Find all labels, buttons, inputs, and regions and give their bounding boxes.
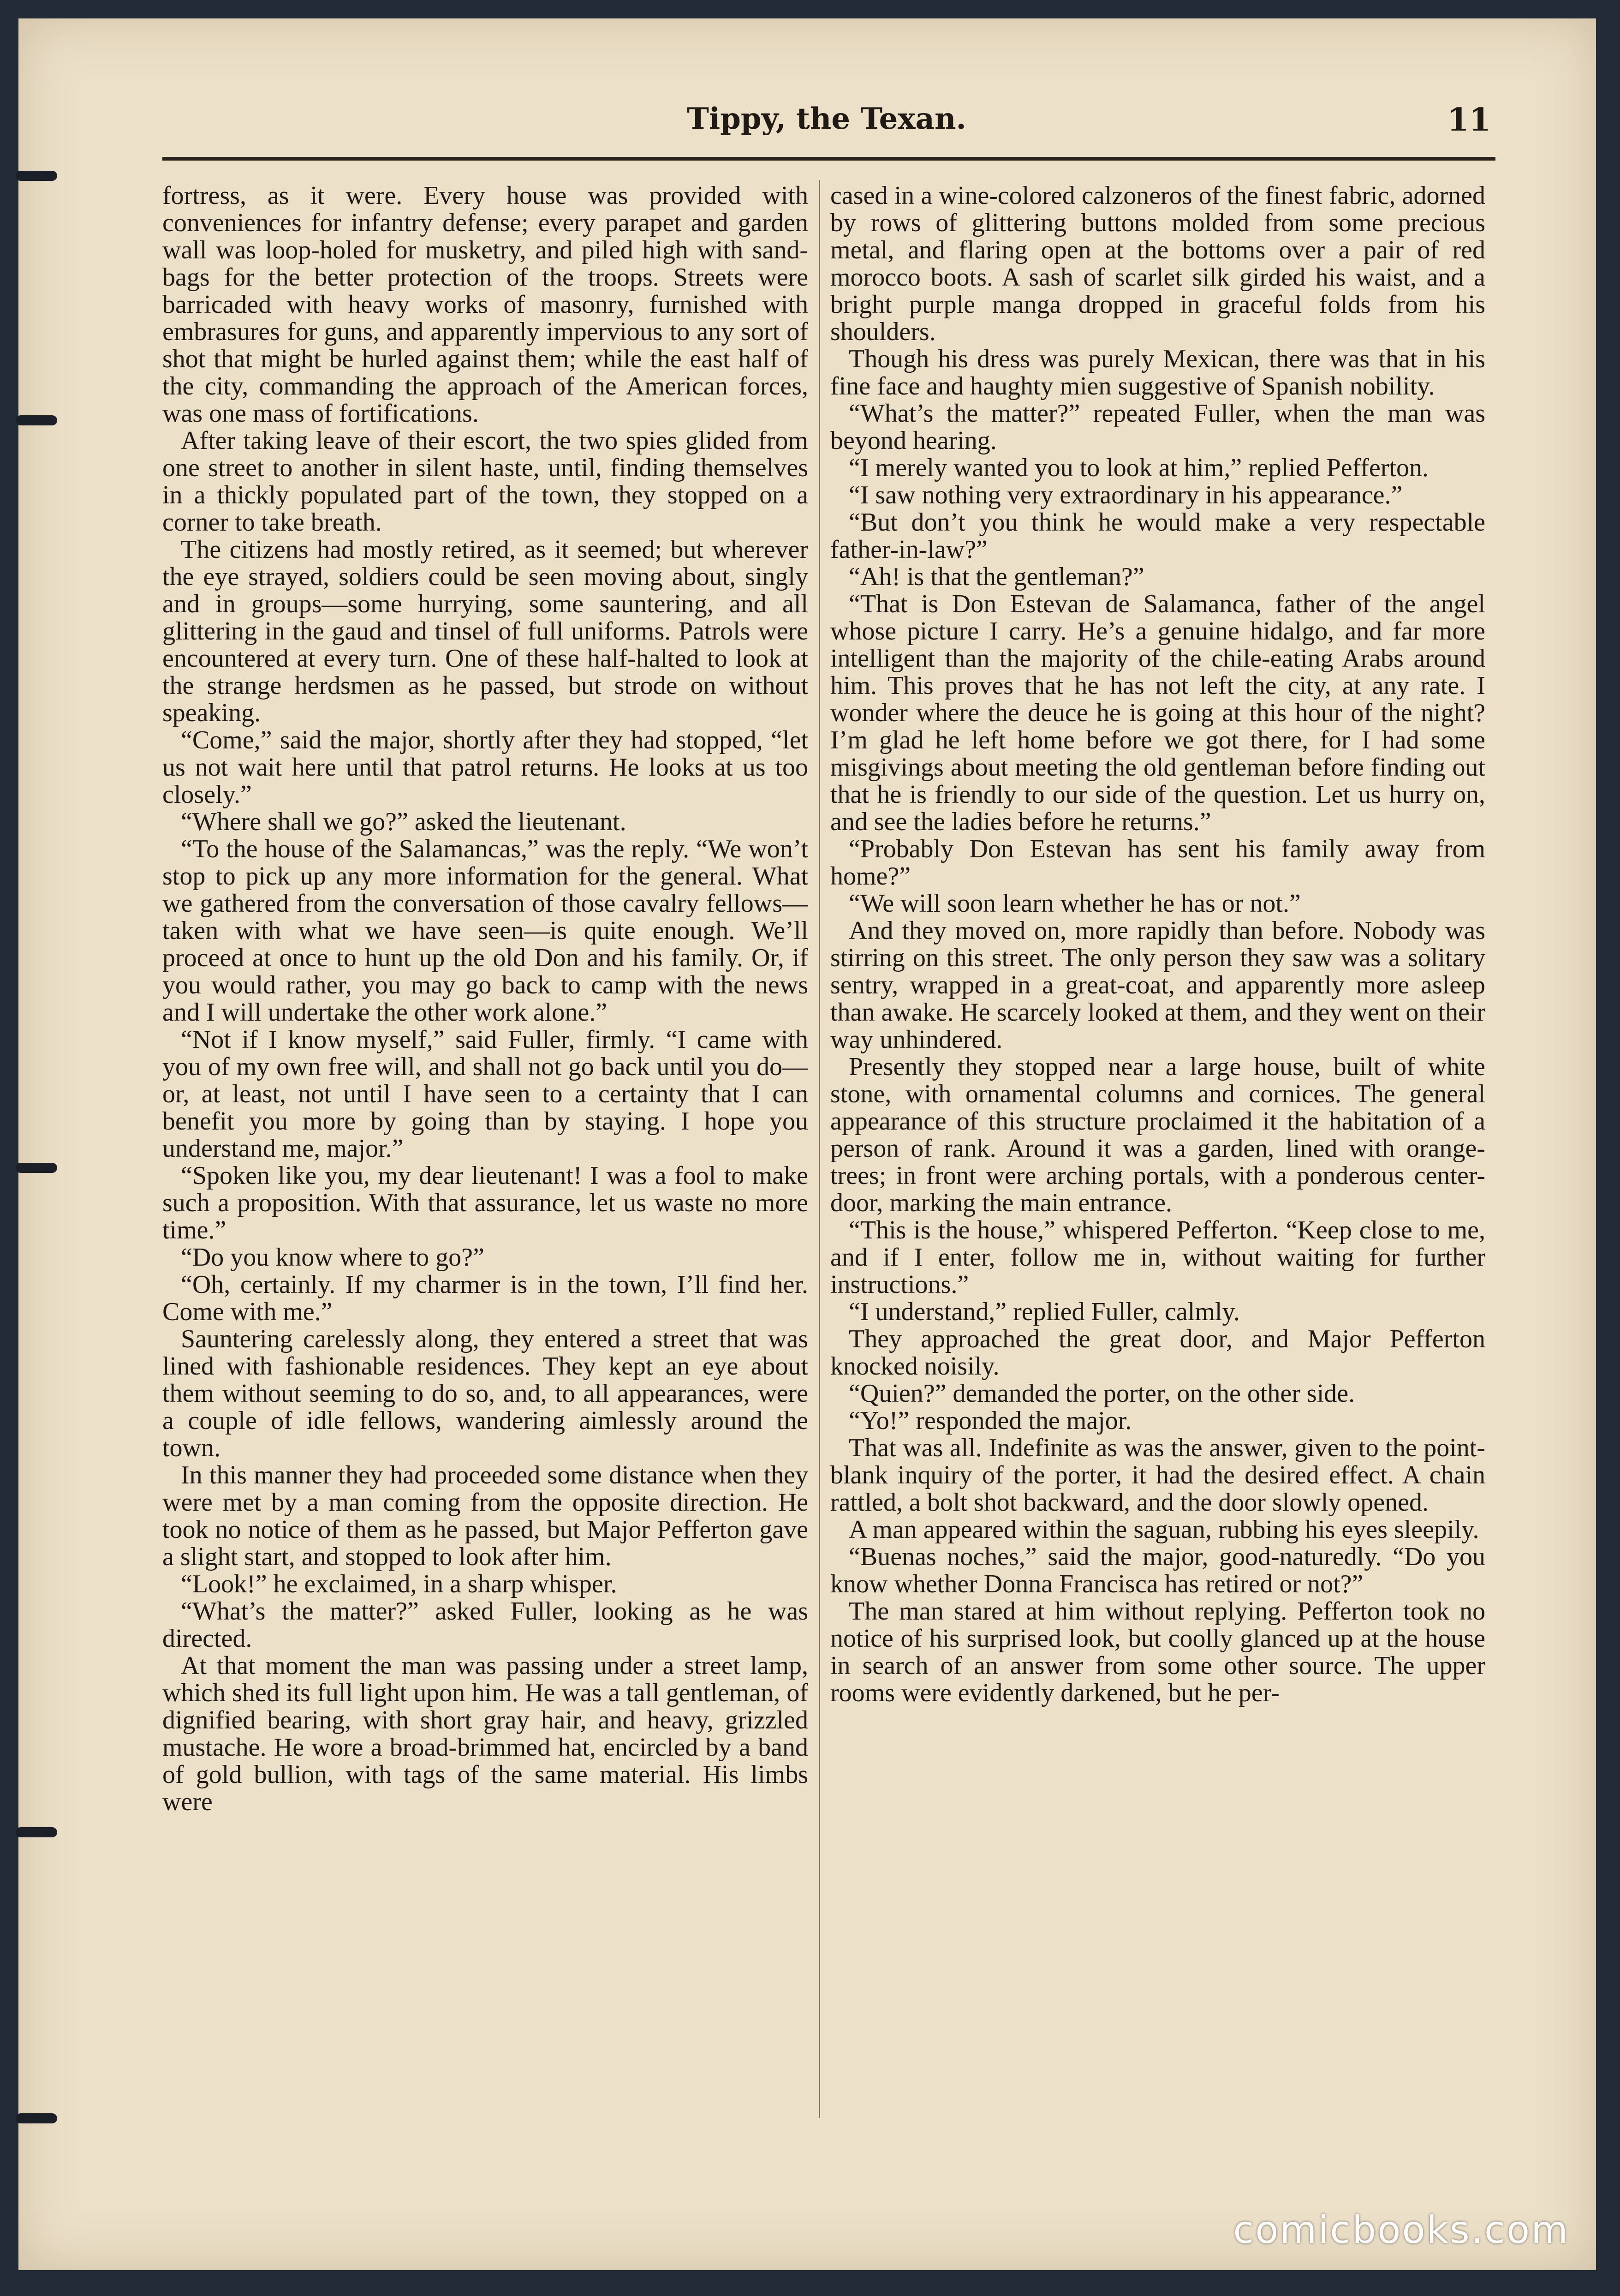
paragraph: “I understand,” replied Fuller, calmly. [849,1297,1240,1326]
paragraph: “Buenas noches,” said the major, good-naturedly. “Do you know whether Donna Francisca has retired or not?” [830,1543,1485,1598]
binding-staple [16,1827,57,1837]
paragraph: “Come,” said the major, shortly after they had stopped, “let us not wait here until that patrol returns. He looks at us too closely.” [162,726,808,809]
left-column [162,182,808,2120]
paragraph: “But don’t you think he would make a very respectable father-in-law?” [830,508,1485,564]
paragraph: At that moment the man was passing under a street lamp, which shed its full light upon him. He was a tall gentleman, of dignified bearing, with short gray hair, and heavy, grizzled mustache. He wore a broad-brimmed hat, encircled by a band of gold bullion, with tags of the same material. His limbs were [162,1651,808,1816]
paragraph: Though his dress was purely Mexican, there was that in his fine face and haughty mien suggestive of Spanish nobility. [830,345,1485,401]
paragraph: “This is the house,” whispered Pefferton. “Keep close to me, and if I enter, follow me in, without waiting for further instructions.” [830,1216,1485,1299]
paragraph: “Quien?” demanded the porter, on the other side. [849,1379,1355,1408]
paragraph: “Spoken like you, my dear lieutenant! I was a fool to make such a proposition. With that assurance, let us waste no more time.” [162,1161,808,1244]
running-title: Tippy, the Texan. [687,102,966,136]
right-column [830,182,1485,2120]
paragraph: The man stared at him without replying. Pefferton took no notice of his surprised look, but coolly glanced up at the house in search of an answer from some other source. The upper rooms were evidently darkened, but he per- [830,1597,1485,1707]
paragraph: “Where shall we go?” asked the lieutenant. [181,807,626,836]
binding-staple [16,171,57,181]
binding-staple [16,415,57,425]
paragraph: “Look!” he exclaimed, in a sharp whisper. [181,1570,617,1598]
paragraph: “I saw nothing very extraordinary in his appearance.” [849,481,1403,509]
paragraph: That was all. Indefinite as was the answer, given to the point-blank inquiry of the porter, it had the desired effect. A chain rattled, a bolt shot backward, and the door slowly opened. [830,1434,1485,1517]
paragraph: “We will soon learn whether he has or not.” [849,889,1301,918]
paragraph: “I merely wanted you to look at him,” replied Pefferton. [849,454,1429,482]
page-number: 11 [1447,102,1491,138]
paragraph: And they moved on, more rapidly than before. Nobody was stirring on this street. The only person they saw was a solitary sentry, wrapped in a great-coat, and apparently more asleep than awake. He scarcely looked at them, and they went on their way unhindered. [830,916,1485,1054]
paragraph: They approached the great door, and Major Pefferton knocked noisily. [830,1325,1485,1381]
binding-staple [16,1163,57,1173]
binding-staple [16,2113,57,2123]
header-rule [162,157,1495,161]
paragraph: The citizens had mostly retired, as it seemed; but wherever the eye strayed, soldiers could be seen moving about, singly and in groups—some hurrying, some sauntering, and all glittering in the gaud and tinsel of full uniforms. Patrols were encountered at every turn. One of these half-halted to look at the strange herdsmen as he passed, but strode on without speaking. [162,535,808,727]
paragraph: “To the house of the Salamancas,” was the reply. “We won’t stop to pick up any more information for the general. What we gathered from the conversation of those cavalry fellows—taken with what we have seen—is quite enough. We’ll proceed at once to hunt up the old Don and his family. Or, if you would rather, you may go back to camp with the news and I will undertake the other work alone.” [162,835,808,1027]
paragraph: “That is Don Estevan de Salamanca, father of the angel whose picture I carry. He’s a genuine hidalgo, and far more intelligent than the majority of the chile-eating Arabs around him. This proves that he has not left the city, at any rate. I wonder where the deuce he is going at this hour of the night? I’m glad he left home before we got there, for I had some misgivings about meeting the old gentleman before finding out that he is friendly to our side of the question. Let us hurry on, and see the ladies before he returns.” [830,590,1485,836]
paragraph: “Not if I know myself,” said Fuller, firmly. “I came with you of my own free will, and shall not go back until you do—or, at least, not until I have seen to a certainty that I can benefit you more by going than by staying. I hope you understand me, major.” [162,1025,808,1163]
paragraph: A man appeared within the saguan, rubbing his eyes sleepily. [849,1515,1479,1544]
paragraph: “Probably Don Estevan has sent his family away from home?” [830,835,1485,891]
paragraph: “Ah! is that the gentleman?” [849,562,1144,591]
paragraph: fortress, as it were. Every house was provided with conveniences for infantry defense; every parapet and garden wall was loop-holed for musketry, and piled high with sand-bags for the better protection of the troops. Streets were barricaded with heavy works of masonry, furnished with embrasures for guns, and apparently impervious to any sort of shot that might be hurled against them; while the east half of the city, commanding the approach of the American forces, was one mass of fortifications. [162,182,808,428]
paragraph: “What’s the matter?” asked Fuller, looking as he was directed. [162,1597,808,1653]
paragraph: After taking leave of their escort, the two spies glided from one street to another in silent haste, until, finding themselves in a thickly populated part of the town, they stopped on a corner to take breath. [162,426,808,537]
paragraph: cased in a wine-colored calzoneros of the finest fabric, adorned by rows of glittering buttons molded from some precious metal, and flaring open at the bottoms over a pair of red morocco boots. A sash of scarlet silk girded his waist, and a bright purple manga dropped in graceful folds from his shoulders. [830,182,1485,346]
running-head [162,102,1491,143]
paragraph: “Do you know where to go?” [181,1243,484,1272]
paragraph: “Oh, certainly. If my charmer is in the town, I’ll find her. Come with me.” [162,1270,808,1326]
paragraph: Sauntering carelessly along, they entered a street that was lined with fashionable residences. They kept an eye about them without seeming to do so, and, to all appearances, were a couple of idle fellows, wandering aimlessly around the town. [162,1325,808,1462]
paragraph: “What’s the matter?” repeated Fuller, when the man was beyond hearing. [830,399,1485,455]
paragraph: In this manner they had proceeded some distance when they were met by a man coming from the opposite direction. He took no notice of them as he passed, but Major Pefferton gave a slight start, and stopped to look after him. [162,1461,808,1571]
paragraph: Presently they stopped near a large house, built of white stone, with ornamental columns and cornices. The general appearance of this structure proclaimed it the habitation of a person of rank. Around it was a garden, lined with orange-trees; in front were arching portals, with a ponderous center-door, marking the main entrance. [830,1052,1485,1217]
column-rule [819,180,820,2118]
watermark: comicbooks.com [1233,2208,1569,2252]
paragraph: “Yo!” responded the major. [849,1406,1132,1435]
